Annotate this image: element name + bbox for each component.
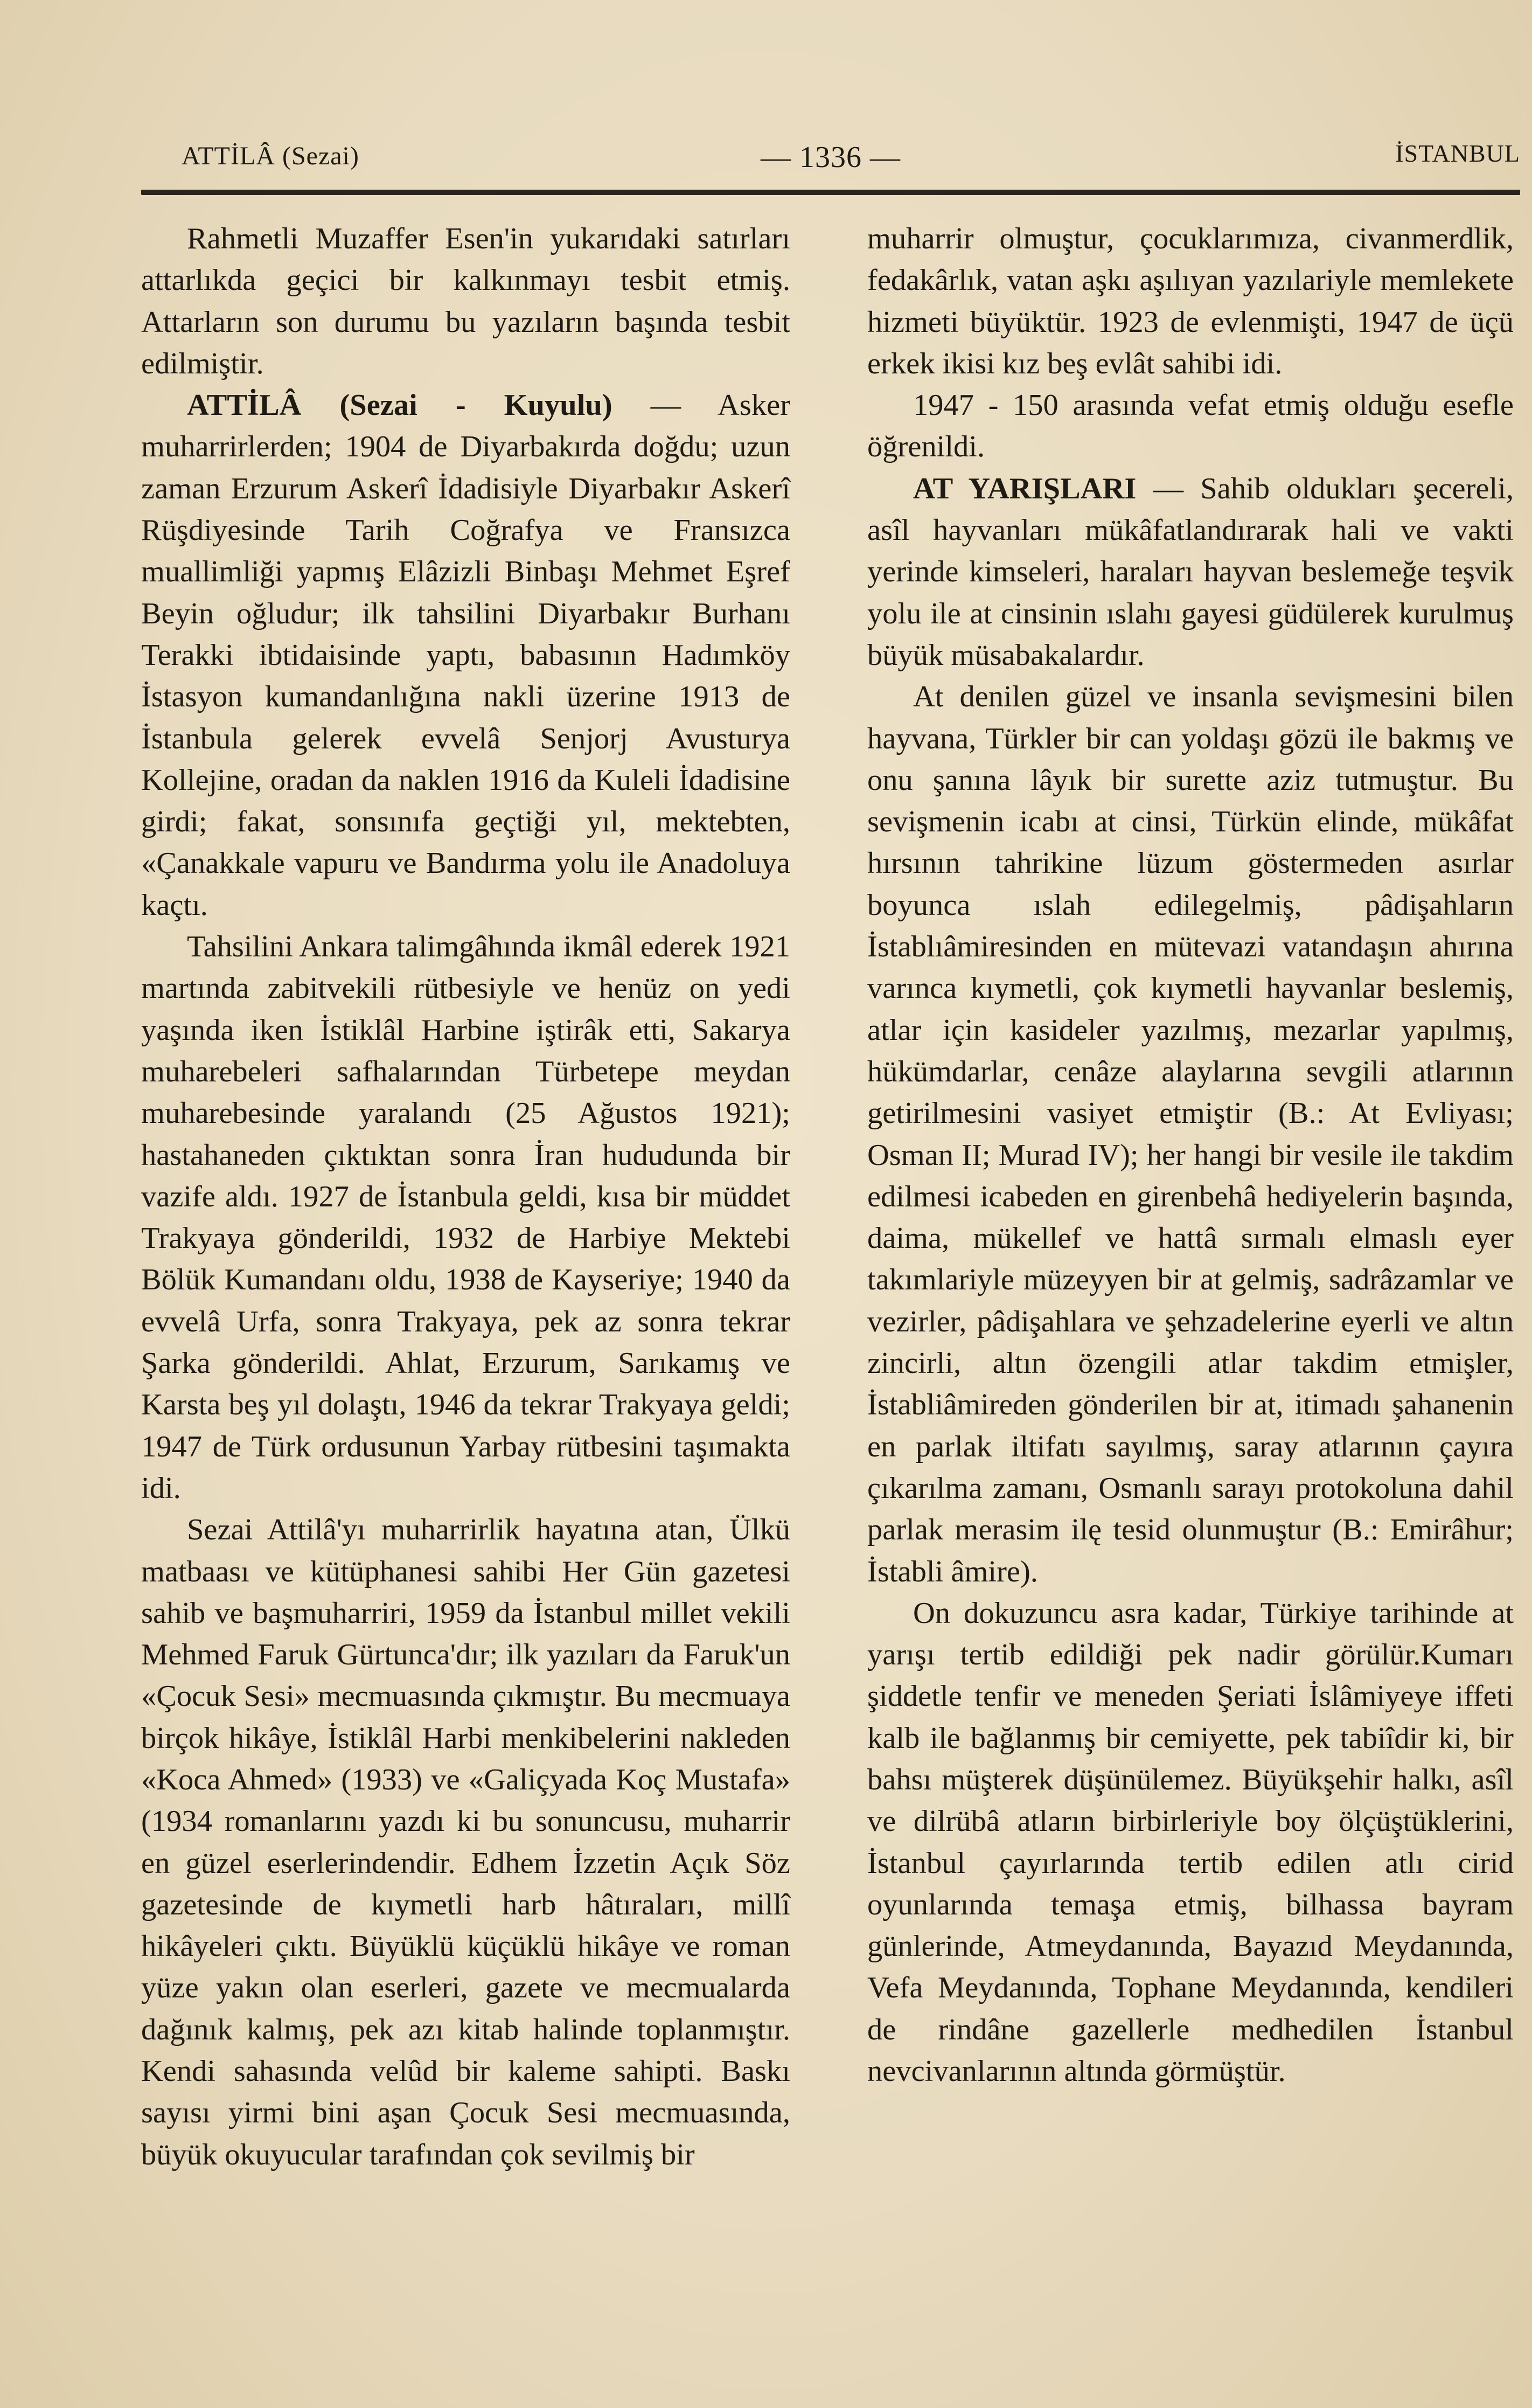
entry-paragraph bbox=[141, 385, 790, 926]
paragraph: Rahmetli Muzaffer Esen'in yukarıdaki satırları attarlıkda geçici bir kalkınmayı tesbit etmiş. Attarların son durumu bu yazıların başında tesbit edilmiştir. bbox=[141, 222, 790, 380]
paragraph: Tahsilini Ankara talimgâhında ikmâl ederek 1921 martında zabitvekili rütbesiyle ve henüz on yedi yaşında iken İstiklâl Harbine iştirâk etti, Sakarya muharebeleri safhalarından Türbetepe meydan muharebesinde yaralandı (25 Ağustos 1921); hastahaneden çıktıktan sonra İran hududunda bir vazife aldı. 1927 de İstanbula geldi, kısa bir müddet Trakyaya gönderildi, 1932 de Harbiye Mektebi Bölük Kumandanı oldu, 1938 de Kayseriye; 1940 da evvelâ Urfa, sonra Trakyaya, pek az sonra tekrar Şarka gönderildi. Ahlat, Erzurum, Sarıkamış ve Karsta beş yıl dolaştı, 1946 da tekrar Trakyaya geldi; 1947 de Türk ordusunun Yarbay rütbesini taşımakta idi. bbox=[141, 930, 790, 1505]
right-column bbox=[867, 218, 1514, 2092]
page-number: — 1336 — bbox=[761, 141, 901, 174]
entry-paragraph bbox=[867, 468, 1514, 676]
paragraph: 1947 - 150 arasında vefat etmiş olduğu esefle öğrenildi. bbox=[867, 388, 1514, 464]
paragraph: On dokuzuncu asra kadar, Türkiye tarihinde at yarışı tertib edildiği pek nadir görülür.Kumarı şiddetle tenfir ve meneden Şeriati İslâmiyeye iffeti kalb ile bağlanmış bir cemiyette, pek tabiîdir ki, bir bahsı müşterek düşünülemez. Büyükşehir halkı, asîl ve dilrübâ atların birbirleriyle boy ölçüştüklerini, İstanbul çayırlarında tertib edilen atlı cirid oyunlarında temaşa etmiş, bilhassa bayram günlerinde, Atmeydanında, Bayazıd Meydanında, Vefa Meydanında, Tophane Meydanında, kendileri de rindâne gazellerle medhedilen İstanbul nevcivanlarının altında görmüştür. bbox=[867, 1596, 1514, 2088]
page-header bbox=[141, 136, 1520, 184]
left-column bbox=[141, 218, 790, 2176]
paragraph: Sezai Attilâ'yı muharrirlik hayatına atan, Ülkü matbaası ve kütüphanesi sahibi Her Gün gazetesi sahib ve başmuharriri, 1959 da İstanbul millet vekili Mehmed Faruk Gürtunca'dır; ilk yazıları da Faruk'un «Çocuk Sesi» mecmuasında çıkmıştır. Bu mecmuaya birçok hikâye, İstiklâl Harbi menkibelerini nakleden «Koca Ahmed» (1933) ve «Galiçyada Koç Mustafa» (1934 romanlarını yazdı ki bu sonuncusu, muharrir en güzel eserlerindendir. Edhem İzzetin Açık Söz gazetesinde de kıymetli harb hâtıraları, millî hikâyeleri çıktı. Büyüklü küçüklü hikâye ve roman yüze yakın olan eserleri, gazete ve mecmualarda dağınık kalmış, pek azı kitab halinde toplanmıştır. Kendi sahasında velûd bir kaleme sahipti. Baskı sayısı yirmi bini aşan Çocuk Sesi mecmuasında, büyük okuyucular tarafından çok sevilmiş bir bbox=[141, 1513, 790, 2171]
paragraph: At denilen güzel ve insanla sevişmesini bilen hayvana, Türkler bir can yoldaşı gözü ile bakmış ve onu şanına lâyık bir surette aziz tutmuştur. Bu sevişmenin icabı at cinsi, Türkün elinde, mükâfat hırsının tahrikine lüzum göstermeden asırlar boyunca ıslah edilegelmiş, pâdişahların İstablıâmiresinden en mütevazi vatandaşın ahırına varınca kıymetli, çok kıymetli hayvanlar beslemiş, atlar için kasideler yazılmış, mezarlar yapılmış, hükümdarlar, cenâze alaylarına sevgili atlarının getirilmesini vasiyet etmiştir (B.: At Evliyası; Osman II; Murad IV); her hangi bir vesile ile takdim edilmesi icabeden en girenbehâ hediyelerin başında, daima, mükellef ve hattâ sırmalı elmaslı eyer takımlariyle müzeyyen bir at gelmiş, sadrâzamlar ve vezirler, pâdişahlara ve şehzadelerine eyerli ve altın zincirli, altın özengili atlar takdim etmişler, İstabliâmireden gönderilen bir at, itimadı şahanenin en parlak iltifatı sayılmış, saray atlarının çayıra çıkarılma zamanı, Osmanlı sarayı protokoluna dahil parlak merasim ilę tesid olunmuştur (B.: Emirâhur; İstabli âmire). bbox=[867, 680, 1514, 1588]
entry-heading: AT YARIŞLARI bbox=[913, 471, 1137, 505]
entry-heading: ATTİLÂ (Sezai - Kuyulu) bbox=[187, 388, 612, 422]
paragraph: muharrir olmuştur, çocuklarımıza, civanmerdlik, fedakârlık, vatan aşkı aşılıyan yazılariyle memlekete hizmeti büyüktür. 1923 de evlenmişti, 1947 de üçü erkek ikisi kız beş evlât sahibi idi. bbox=[867, 222, 1514, 380]
header-volume-title: İSTANBUL bbox=[1395, 140, 1520, 167]
entry-text: — Sahib oldukları şecereli, asîl hayvanları mükâfatlandırarak hali ve vakti yerinde kimseleri, haraları hayvan beslemeğe teşvik yolu ile at cinsinin ıslahı gayesi güdülerek kurulmuş büyük müsabakalardır. bbox=[867, 471, 1514, 672]
entry-text: — Asker muharrirlerden; 1904 de Diyarbakırda doğdu; uzun zaman Erzurum Askerî İdadisiyle Diyarbakır Askerî Rüşdiyesinde Tarih Coğrafya ve Fransızca muallimliği yapmış Elâzizli Binbaşı Mehmet Eşref Beyin oğludur; ilk tahsilini Diyarbakır Burhanı Terakki ibtidaisinde yaptı, babasının Hadımköy İstasyon kumandanlığına nakli üzerine 1913 de İstanbula gelerek evvelâ Senjorj Avusturya Kollejine, oradan da naklen 1916 da Kuleli İdadisine girdi; fakat, sonsınıfa geçtiği yıl, mektebten, «Çanakkale vapuru ve Bandırma yolu ile Anadoluya kaçtı. bbox=[141, 388, 790, 922]
header-entry-title: ATTİLÂ (Sezai) bbox=[182, 142, 359, 170]
header-rule bbox=[141, 190, 1520, 195]
